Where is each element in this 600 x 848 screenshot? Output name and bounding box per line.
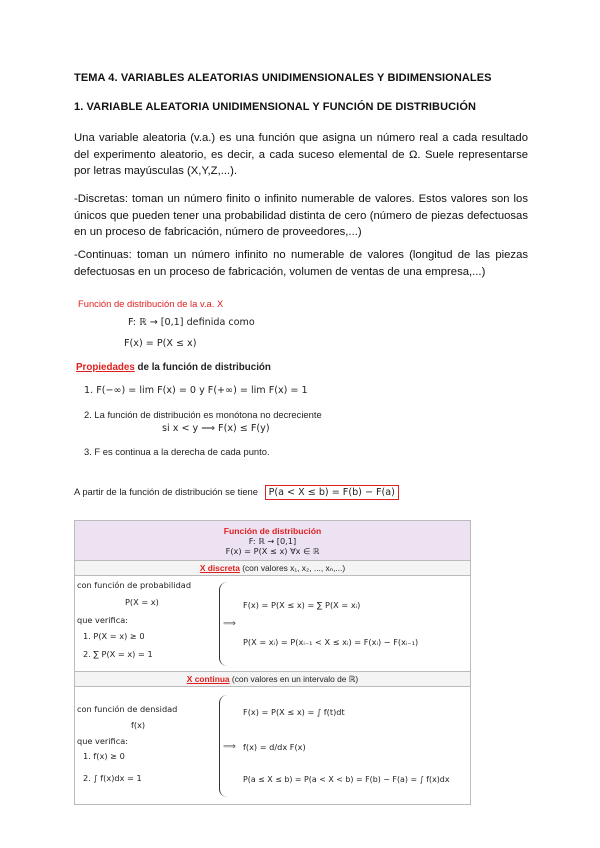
continuous-title: X continua	[186, 674, 230, 684]
table-header	[75, 521, 471, 561]
discrete-header	[75, 561, 471, 576]
prop-3: 3. F es continua a la derecha de cada punto.	[84, 446, 270, 457]
page-title: TEMA 4. VARIABLES ALEATORIAS UNIDIMENSIONALES Y BIDIMENSIONALES	[74, 72, 492, 84]
discrete-implies: ⟹	[223, 618, 236, 628]
table-header-map: F: ℝ → [0,1]	[248, 536, 297, 546]
disc-line-1: con función de probabilidad	[77, 580, 192, 590]
fd-heading-red: Función de distribución	[78, 298, 175, 309]
cont-right-1: F(x) = P(X ≤ x) = ∫ f(t)dt	[243, 707, 345, 717]
cont-line-1: con función de densidad	[77, 704, 178, 714]
paragraph-continuas: -Continuas: toman un número infinito no numerable de valores (longitud de las piezas defectuosas en un proceso de fabricación, volumen de ventas de una empresa,...)	[74, 249, 528, 278]
discrete-body	[75, 576, 471, 672]
disc-right-1: F(x) = P(X ≤ x) = ∑ P(X = xᵢ)	[243, 600, 361, 610]
prop-2-condition: si x < y ⟹ F(x) ≤ F(y)	[162, 423, 270, 434]
paragraph-definition: Una variable aleatoria (v.a.) es una función que asigna un número real a cada resultado del experimento aleatorio, es decir, a cada suceso elemental de Ω. Suele representarse por letras mayúsculas (X,Y,Z,...).	[74, 132, 528, 177]
disc-right-2: P(X = xᵢ) = P(xᵢ₋₁ < X ≤ xᵢ) = F(xᵢ) − F(xᵢ₋₁)	[243, 637, 419, 647]
prop-1: 1. F(−∞) = lim F(x) = 0 y F(+∞) = lim F(x) = 1	[84, 385, 308, 396]
continuous-rest: (con valores en un intervalo de ℝ)	[229, 674, 359, 684]
props-heading	[76, 362, 271, 373]
cont-line-2: f(x)	[131, 720, 146, 730]
props-heading-red: Propiedades	[76, 362, 135, 373]
partir-text: A partir de la función de distribución se tiene	[74, 486, 258, 497]
cont-line-4: 1. f(x) ≥ 0	[83, 751, 125, 761]
disc-line-2: P(X = x)	[125, 597, 159, 607]
continuous-header	[75, 672, 471, 687]
cont-line-5: 2. ∫ f(x)dx = 1	[83, 773, 142, 783]
disc-line-4: 1. P(X = x) ≥ 0	[83, 631, 145, 641]
continuous-body	[75, 687, 471, 805]
continuous-implies: ⟹	[223, 741, 236, 751]
fd-heading-rest: de la v.a. X	[174, 298, 224, 309]
section-title: 1. VARIABLE ALEATORIA UNIDIMENSIONAL Y FUNCIÓN DE DISTRIBUCIÓN	[74, 101, 477, 113]
table-header-title: Función de distribución	[223, 526, 322, 536]
cont-right-2: f(x) = d/dx F(x)	[243, 742, 306, 752]
cont-line-3: que verifica:	[77, 736, 128, 746]
cont-right-3: P(a ≤ X ≤ b) = P(a < X < b) = F(b) − F(a) = ∫ f(x)dx	[243, 775, 450, 784]
discrete-rest: (con valores x₁, x₂, ..., xₙ,...)	[239, 563, 346, 573]
fd-map: F: ℝ → [0,1] definida como	[128, 317, 255, 328]
partir-line	[74, 486, 399, 498]
props-heading-rest: de la función de distribución	[134, 362, 271, 373]
discrete-title: X discreta	[199, 563, 240, 573]
partir-formula: P(a < X ≤ b) = F(b) − F(a)	[265, 485, 399, 500]
table-header-def: F(x) = P(X ≤ x) ∀x ∈ ℝ	[225, 546, 320, 556]
disc-line-5: 2. ∑ P(X = x) = 1	[83, 649, 153, 659]
distribution-table	[74, 520, 471, 805]
paragraph-discretas: -Discretas: toman un número finito o infinito numerable de valores. Estos valores son los únicos que pueden tener una probabilidad distinta de cero (número de piezas defectuosas en un proceso de fabricación, número de proveedores,...)	[74, 193, 528, 238]
fd-heading	[78, 298, 223, 309]
disc-line-3: que verifica:	[77, 615, 128, 625]
fd-definition: F(x) = P(X ≤ x)	[124, 338, 197, 349]
prop-2: 2. La función de distribución es monótona no decreciente	[84, 409, 322, 420]
